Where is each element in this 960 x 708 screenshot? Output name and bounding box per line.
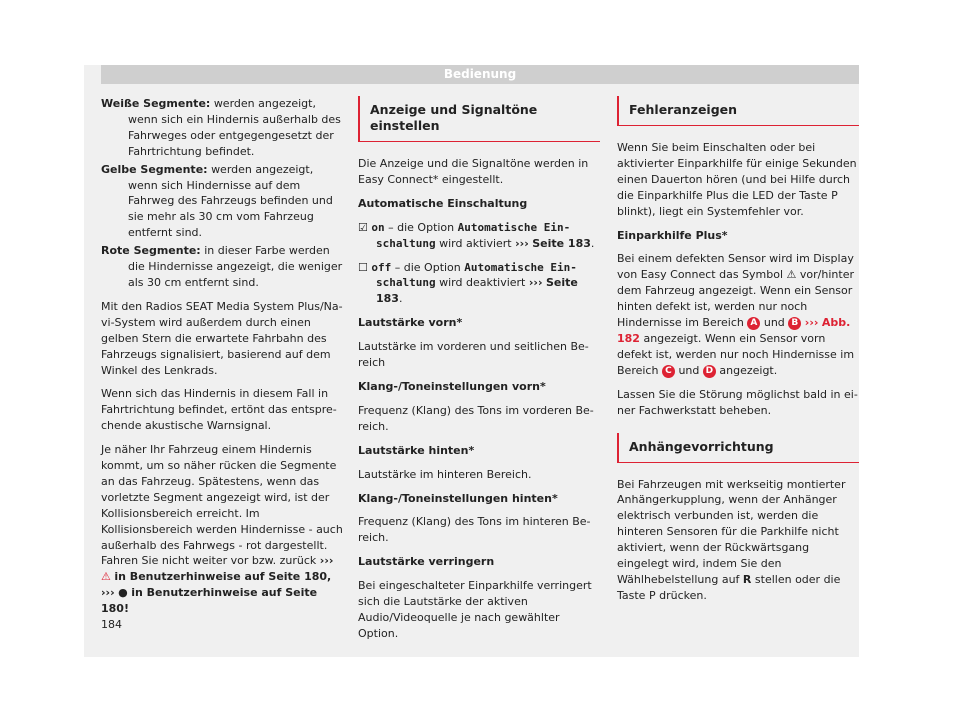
caution-icon: ● [118, 586, 128, 600]
definition-item: Weiße Segmente: werden angezeigt, wenn sich ein Hindernis außerhalb des Fahrweges oder entgegengesetzt der Fahrtrichtung befindet. [101, 97, 341, 158]
section-title: Fehleranzeigen [617, 96, 859, 126]
paragraph: Mit den Radios SEAT Media System Plus/Navi-System wird außerdem durch einen gelben Stern die erwartete Fahrbahn des Fahrzeugs signalisiert, basierend auf dem Winkel des Lenkrads. [101, 299, 343, 377]
warning-icon: ⚠ [786, 268, 797, 282]
paragraph: Bei Fahrzeugen mit werkseitig montierter Anhängerkupplung, wenn der Anhänger elektrisch verbunden ist, werden die hinteren Sensoren für die Parkhilfe nicht aktiviert, wenn der Rückwärtsgang eingelegt wird, indem Sie den Wählhebelstellung auf R stellen oder die Taste P drücken. [617, 477, 846, 602]
paragraph: Wenn Sie beim Einschalten oder bei aktivierter Einparkhilfe für einige Sekunden einen Dauerton hören (und bei Hilfe durch die Einparkhilfe Plus die LED der Taste P blinkt), liegt ein Systemfehler vor. [617, 141, 857, 218]
subheading: Lautstärke hinten* [358, 443, 475, 457]
paragraph: Je näher Ihr Fahrzeug einem Hindernis kommt, um so näher rücken die Segmente an das Fahrzeug. Spätestens, wenn das vorletzte Segment angezeigt wird, ist der Kollisionsbereich erreicht. Im Kollisionsbereich werden Hindernisse - auch außerhalb des Fahrwegs - rot dargestellt. Fahren Sie nicht weiter vor bzw. zurück ››› ⚠ in Benutzerhinweise auf Seite 180, ››› ● in Benutzerhinweise auf Seite 180! [101, 443, 343, 616]
paragraph: Frequenz (Klang) des Tons im vorderen Bereich. [358, 403, 594, 433]
definition-item: Rote Segmente: in dieser Farbe werden die Hindernisse angezeigt, die weniger als 30 cm entfernt sind. [101, 244, 343, 289]
option-off: ☐ off – die Option Automatische Einschaltung wird deaktiviert ››› Seite 183. [358, 260, 578, 306]
subheading: Klang-/Toneinstellungen hinten* [358, 491, 558, 505]
paragraph: Bei einem defekten Sensor wird im Display von Easy Connect das Symbol ⚠ vor/hinter dem Fahrzeug angezeigt. Wenn ein Sensor hinten defekt ist, werden nur noch Hindernisse im Bereich A und B ››› Abb. 182 angezeigt. Wenn ein Sensor vorn defekt ist, werden nur noch Hindernisse im Bereich C und D angezeigt. [617, 252, 855, 377]
subheading: Einparkhilfe Plus* [617, 228, 728, 242]
definition-item: Gelbe Segmente: werden angezeigt, wenn sich Hindernisse auf dem Fahrweg des Fahrzeugs befinden und sie mehr als 30 cm vom Fahrzeug entfernt sind. [101, 162, 333, 240]
paragraph: Lautstärke im hinteren Bereich. [358, 467, 532, 481]
park-assist-icon: P [648, 588, 656, 602]
park-assist-icon: P [831, 188, 838, 202]
area-badge-b: B [788, 317, 801, 330]
arrow-ref-icon: ››› [101, 586, 115, 600]
figure-reference-link[interactable]: Abb. 182 [617, 316, 851, 345]
option-on: ☑ on – die Option Automatische Einschaltung wird aktiviert ››› Seite 183. [358, 220, 595, 250]
area-badge-a: A [747, 317, 760, 330]
checkbox-empty-icon: ☐ [358, 260, 368, 274]
subheading: Automatische Einschaltung [358, 196, 528, 210]
arrow-ref-icon: ››› [319, 554, 334, 568]
cross-reference-link[interactable]: in Benutzerhinweise auf Seite 180! [101, 586, 318, 616]
area-badge-d: D [703, 365, 716, 378]
cross-reference-link[interactable]: in Benutzerhinweise auf Seite 180, [114, 570, 332, 584]
page-header: Bedienung [101, 65, 859, 84]
cross-reference-link[interactable]: Seite 183 [532, 236, 591, 250]
paragraph: Frequenz (Klang) des Tons im hinteren Bereich. [358, 515, 591, 545]
segment-definitions [101, 96, 343, 291]
section-title: Anhängevorrichtung [617, 433, 859, 463]
warning-icon: ⚠ [101, 570, 111, 584]
paragraph: Lassen Sie die Störung möglichst bald in einer Fachwerkstatt beheben. [617, 387, 858, 417]
paragraph: Wenn sich das Hindernis in diesem Fall in Fahrtrichtung befindet, ertönt das entsprechende akustische Warnsignal. [101, 387, 337, 433]
column-2 [358, 96, 600, 650]
area-badge-c: C [662, 365, 675, 378]
column-1 [101, 96, 343, 625]
page-number: 184 [101, 618, 122, 631]
cross-reference-link[interactable]: Seite 183 [376, 276, 578, 306]
paragraph: Die Anzeige und die Signaltöne werden in Easy Connect* eingestellt. [358, 157, 589, 186]
section-title: Anzeige und Signaltöne einstellen [358, 96, 600, 142]
column-3 [617, 96, 859, 612]
paragraph: Lautstärke im vorderen und seitlichen Bereich [358, 340, 589, 370]
subheading: Klang-/Toneinstellungen vorn* [358, 379, 546, 393]
checkbox-checked-icon: ☑ [358, 220, 368, 234]
subheading: Lautstärke verringern [358, 555, 495, 569]
paragraph: Bei eingeschalteter Einparkhilfe verringert sich die Lautstärke der aktiven Audio/Videoquelle je nach gewählter Option. [358, 579, 592, 640]
subheading: Lautstärke vorn* [358, 316, 463, 330]
